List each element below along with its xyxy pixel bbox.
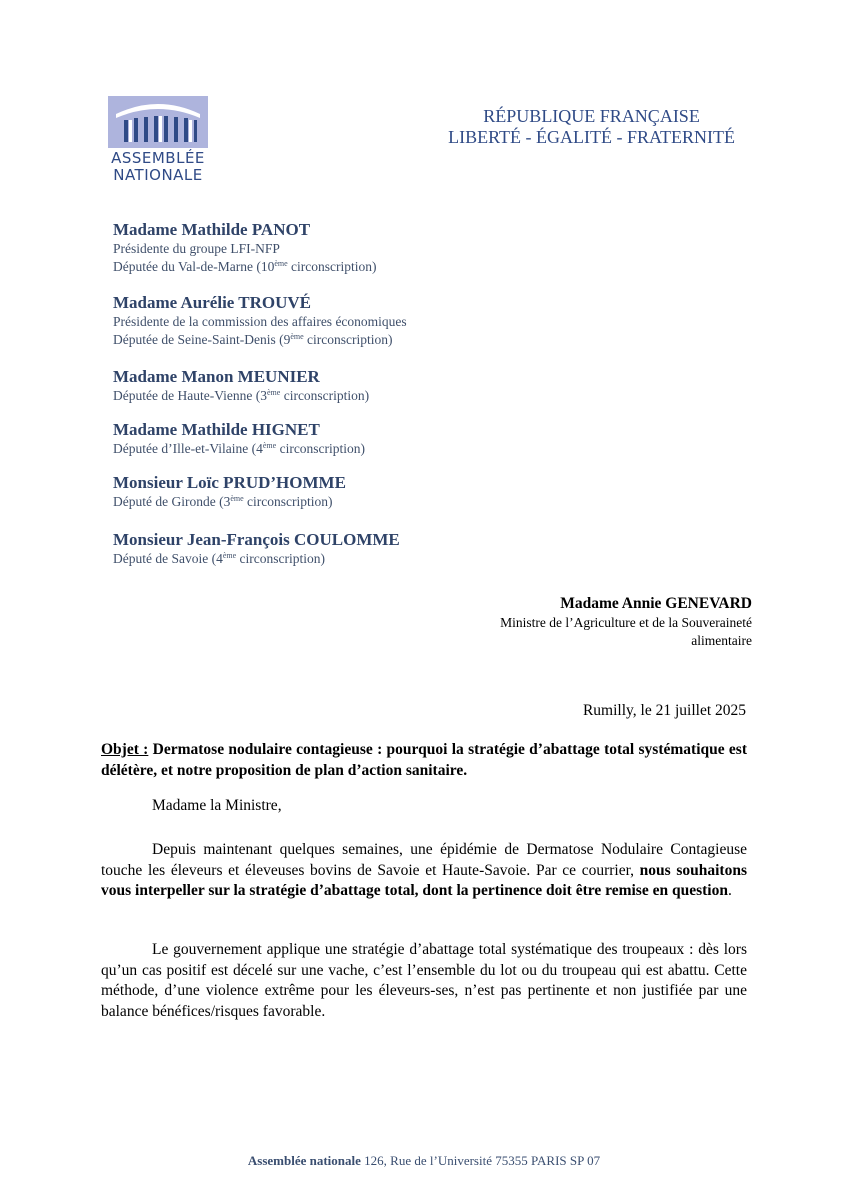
logo-text-line2: NATIONALE <box>113 166 203 184</box>
sender-block <box>113 220 377 276</box>
salutation: Madame la Ministre, <box>152 797 282 814</box>
object-text: Dermatose nodulaire contagieuse : pourquoi la stratégie d’abattage total systématique est délétère, et notre proposition de plan d’action sanitaire. <box>101 741 747 779</box>
ordinal-suffix: ème <box>222 551 237 560</box>
sender-role-text: Présidente de la commission des affaires économiques <box>113 314 407 329</box>
sender-role <box>113 440 365 458</box>
sender-name: Madame Aurélie TROUVÉ <box>113 293 312 312</box>
sender-role <box>113 493 346 511</box>
object-label: Objet : <box>101 741 149 758</box>
sender-block <box>113 293 407 349</box>
sender-block <box>113 367 369 405</box>
ordinal-suffix: ème <box>230 494 244 503</box>
paragraph-1-text: Depuis maintenant quelques semaines, une épidémie de Dermatose Nodulaire Contagieuse touche les éleveurs et éleveuses bovins de Savoie et Haute-Savoie. Par ce courrier, <box>101 841 747 879</box>
assemblee-nationale-logo <box>108 96 208 188</box>
sender-name: Madame Mathilde HIGNET <box>113 420 320 439</box>
sender-role-text: Députée de Seine-Saint-Denis (9 <box>113 332 291 347</box>
sender-role-text: circonscription) <box>287 259 377 274</box>
letter-date: Rumilly, le 21 juillet 2025 <box>582 702 746 719</box>
sender-block <box>113 420 365 458</box>
republic-header <box>448 106 735 148</box>
paragraph-1-bold: nous souhaitons vous interpeller sur la stratégie d’abattage total, dont la pertinence doit être remise en question <box>101 861 748 899</box>
republic-title: RÉPUBLIQUE FRANÇAISE <box>483 106 700 126</box>
sender-name: Madame Mathilde PANOT <box>113 220 311 239</box>
sender-role <box>113 313 407 331</box>
sender-role-text: Députée d’Ille-et-Vilaine (4 <box>113 441 263 456</box>
letter-object <box>101 739 747 781</box>
ordinal-suffix: ème <box>274 259 288 268</box>
republic-motto: LIBERTÉ - ÉGALITÉ - FRATERNITÉ <box>448 127 735 147</box>
footer-address: 126, Rue de l’Université 75355 PARIS SP 07 <box>360 1153 601 1168</box>
ordinal-suffix: ème <box>267 388 281 397</box>
sender-name: Monsieur Loïc PRUD’HOMME <box>113 473 346 492</box>
sender-role-text: circonscription) <box>243 494 333 509</box>
recipient-role-line1: Ministre de l’Agriculture et de la Souveraineté <box>500 615 752 630</box>
sender-role <box>113 331 407 349</box>
sender-block <box>113 473 346 511</box>
recipient-name: Madame Annie GENEVARD <box>560 595 752 612</box>
paragraph-2: Le gouvernement applique une stratégie d’abattage total systématique des troupeaux : dès lors qu’un cas positif est décelé sur une vache, c’est l’ensemble du lot ou du troupeau qui est abattu. Cette méthode, d’une violence extrême pour les éleveurs-ses, n’est pas pertinente et non justifiée par une balance bénéfices/risques favorable. <box>101 941 747 1020</box>
sender-role <box>113 258 377 276</box>
logo-text-line1: ASSEMBLÉE <box>111 149 205 167</box>
sender-block <box>113 530 400 568</box>
sender-role-text: circonscription) <box>280 388 370 403</box>
sender-role-text: Député de Gironde (3 <box>113 494 231 509</box>
recipient-block <box>500 594 752 650</box>
sender-role <box>113 387 369 405</box>
recipient-role-line2: alimentaire <box>691 633 752 648</box>
page-footer <box>0 1153 848 1169</box>
hemicycle-emblem-icon <box>108 96 208 148</box>
sender-name: Monsieur Jean-François COULOMME <box>113 530 400 549</box>
sender-role-text: circonscription) <box>236 551 326 566</box>
paragraph-1-end: . <box>727 882 732 899</box>
sender-role-text: circonscription) <box>276 441 366 456</box>
sender-role <box>113 550 400 568</box>
sender-role-text: Député de Savoie (4 <box>113 551 223 566</box>
paragraph-1 <box>101 840 747 902</box>
sender-name: Madame Manon MEUNIER <box>113 367 320 386</box>
sender-role <box>113 240 377 258</box>
sender-role-text: Députée du Val-de-Marne (10 <box>113 259 275 274</box>
sender-role-text: Députée de Haute-Vienne (3 <box>113 388 267 403</box>
sender-role-text: Présidente du groupe LFI-NFP <box>113 241 280 256</box>
ordinal-suffix: ème <box>290 332 304 341</box>
ordinal-suffix: ème <box>262 441 277 450</box>
sender-role-text: circonscription) <box>303 332 393 347</box>
footer-institution: Assemblée nationale <box>247 1153 361 1168</box>
